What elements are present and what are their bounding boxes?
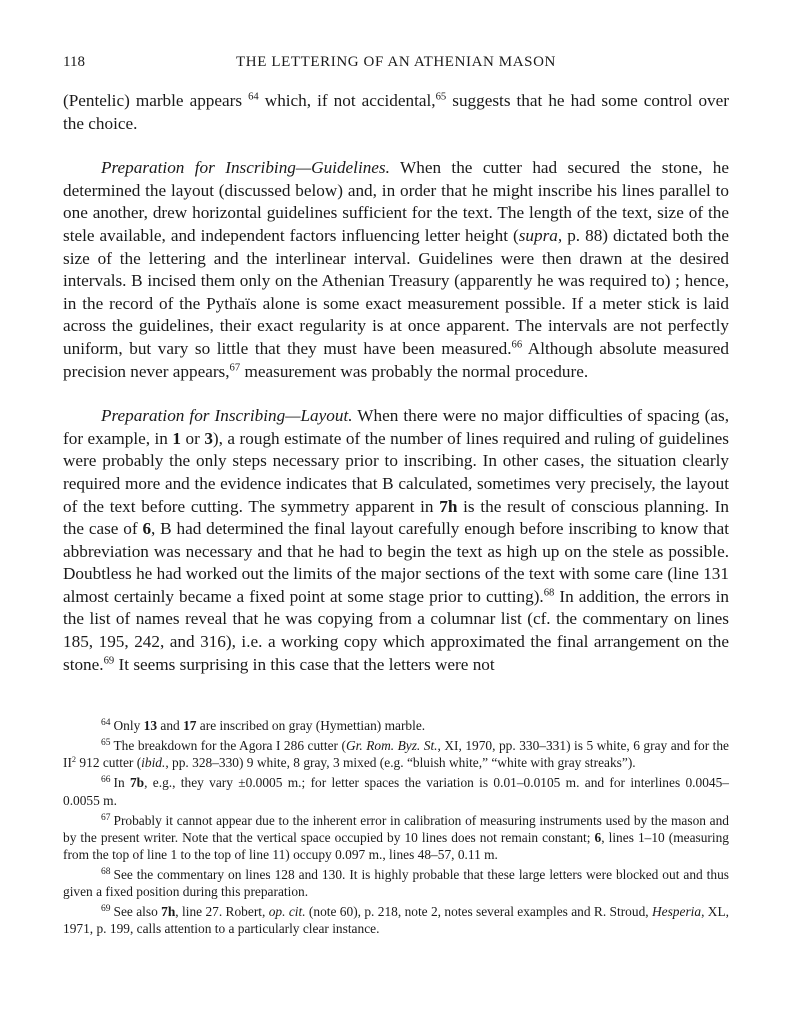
text-run: In [113, 775, 130, 791]
text-run: Only [113, 718, 144, 734]
note-ref: 69 [103, 655, 115, 667]
text-run: suggests that he had some control over the choice. [63, 91, 729, 133]
italic-text: Preparation for Inscribing—Guidelines. [101, 158, 390, 178]
bold-ref: 1 [172, 428, 181, 448]
italic-text: op. cit. [268, 904, 306, 920]
text-run: Although absolute measured precision never appears, [63, 338, 729, 381]
footnote-number: 66 [101, 775, 111, 786]
italic-text: Preparation for Inscribing—Layout. [101, 406, 353, 426]
text-run: , pp. 328–330) 9 white, 8 gray, 3 mixed (e.g. “bluish white,” “white with gray streaks”). [165, 755, 636, 771]
note-ref: 64 [248, 91, 259, 103]
footnote [63, 735, 729, 771]
text-run: , XI, 1970, pp. 330–331) is 5 white, 6 gray and for the II [63, 738, 730, 771]
bold-ref: 6 [142, 519, 152, 539]
text-run: , XL, 1971, p. 199, calls attention to a particularly clear instance. [63, 904, 729, 937]
note-ref: 68 [543, 587, 555, 599]
footnote [63, 864, 729, 900]
text-run: ), a rough estimate of the number of lines required and ruling of guidelines were probably the only steps necessary prior to inscribing. In other cases, the situation clearly required more and the evidence indicates that B calculated, sometimes very precisely, the layout of the text before cutting. The symmetry apparent in [63, 428, 729, 516]
running-title: THE LETTERING OF AN ATHENIAN MASON [236, 54, 556, 70]
note-ref: 67 [229, 362, 241, 374]
bold-ref: 7h [161, 904, 176, 920]
footnote-number: 69 [101, 904, 111, 915]
text-run: which, if not accidental, [258, 91, 436, 110]
text-run: When the cutter had secured the stone, he determined the layout (discussed below) and, in order that he might inscribe his lines parallel to one another, drew horizontal guidelines sufficient for the text. The length of the text, size of the stele available, and independent factors influencing letter height ( [63, 158, 729, 245]
text-run: or [181, 428, 205, 448]
main-text [63, 90, 729, 676]
text-run: , line 27. Robert, [175, 904, 269, 920]
italic-text: ibid. [141, 755, 166, 771]
note-ref: 66 [511, 339, 523, 351]
footnote [63, 715, 729, 734]
footnote-number: 65 [101, 738, 111, 749]
text-run: is the result of conscious planning. In the case of [63, 496, 730, 539]
text-run: (Pentelic) marble appears [63, 91, 249, 110]
bold-ref: 6 [594, 829, 602, 845]
footnote [63, 810, 729, 863]
footnote-number: 64 [101, 718, 111, 728]
italic-text: Hesperia [651, 904, 702, 920]
note-ref: 2 [71, 755, 77, 765]
bold-ref: 13 [143, 718, 158, 734]
bold-ref: 7h [439, 496, 458, 516]
text-run: See the commentary on lines 128 and 130. It is highly probable that these large letters were blocked out and thus given a fixed position during this preparation. [63, 867, 729, 900]
text-run: The breakdown for the Agora I 286 cutter ( [113, 738, 346, 754]
footnote-number: 67 [101, 812, 111, 823]
paragraph [63, 157, 729, 383]
text-run: See also [113, 904, 162, 920]
italic-text: supra, [518, 225, 563, 245]
footnote-number: 68 [101, 866, 111, 877]
text-run: measurement was probably the normal procedure. [240, 361, 589, 381]
footnotes [63, 715, 729, 938]
bold-ref: 3 [204, 428, 213, 448]
bold-ref: 7b [129, 775, 145, 791]
paragraph [63, 405, 729, 676]
text-run: (note 60), p. 218, note 2, notes several examples and R. Stroud, [305, 904, 652, 920]
text-run: Probably it cannot appear due to the inherent error in calibration of measuring instruments used by the mason and by the present writer. Note that the vertical space occupied by 10 lines does not remain constant; [63, 812, 729, 845]
text-run: It seems surprising in this case that the letters were not [114, 654, 495, 674]
italic-text: Gr. Rom. Byz. St. [345, 738, 438, 754]
page-number: 118 [63, 54, 85, 70]
text-run: , B had determined the final layout carefully enough before inscribing to know that abbreviation was necessary and that he had to begin the text as high up on the stele as possible. Doubtless he had worked out the limits of the major sections of the text with some care (line 131 almost certainly became a fixed point at some stage prior to cutting). [63, 519, 730, 606]
text-run: p. 88) dictated both the size of the lettering and the interlinear interval. Guidelines were then drawn at the desired intervals. B incised them only on the Athenian Treasury (apparently he was required to) ; hence, in the record of the Pythaïs alone is some exact measurement possible. If a meter stick is laid across the guidelines, their exact regularity is at once apparent. The intervals are not perfectly uniform, but vary so little that they must have been measured. [63, 225, 729, 358]
footnote [63, 901, 729, 937]
bold-ref: 17 [183, 718, 197, 734]
text-run: , e.g., they vary ±0.0005 m.; for letter spaces the variation is 0.01–0.0105 m. and for interlines 0.0045–0.0055 m. [63, 775, 729, 808]
text-run: When there were no major difficulties of spacing (as, for example, in [63, 406, 729, 448]
footnote [63, 772, 729, 808]
text-run: are inscribed on gray (Hymettian) marble. [196, 718, 426, 734]
note-ref: 65 [435, 91, 447, 103]
text-run: In addition, the errors in the list of names reveal that he was copying from a columnar list (cf. the commentary on lines 185, 195, 242, and 316), i.e. a working copy which approximated the final arrangement on the stone. [63, 586, 729, 674]
text-run: and [157, 718, 184, 734]
text-run: 912 cutter ( [76, 755, 142, 771]
page-header [63, 54, 729, 76]
text-run: , lines 1–10 (measuring from the top of line 1 to the top of line 11) occupy 0.097 m., lines 48–57, 0.11 m. [63, 829, 729, 862]
paragraph [63, 90, 729, 135]
